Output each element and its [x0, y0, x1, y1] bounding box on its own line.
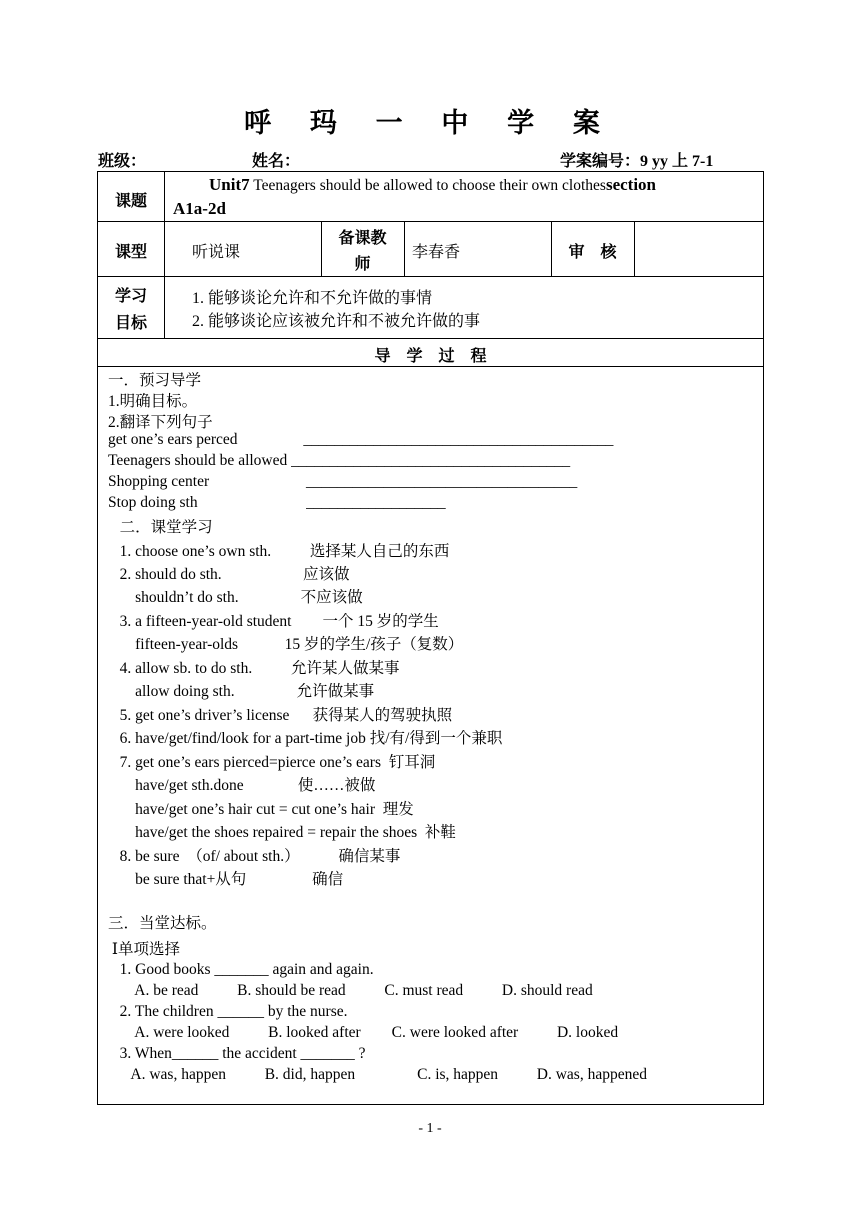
- goal-item: 2. 能够谈论应该被允许和不被允许做的事: [192, 313, 481, 330]
- body-line: 2.翻译下列句子: [108, 414, 213, 431]
- section-heading: 三．当堂达标。: [108, 915, 217, 932]
- body-line: get one’s ears perced ________________________________________: [108, 431, 614, 448]
- section-heading: 一．预习导学: [108, 372, 202, 389]
- section-heading: 二．课堂学习: [108, 519, 213, 536]
- class-label: 班级：: [98, 153, 147, 170]
- row-divider: [98, 366, 763, 367]
- row-divider: [98, 221, 763, 222]
- name-label: 姓名：: [252, 153, 301, 170]
- body-line: 3. a fifteen-year-old student 一个 15 岁的学生: [108, 613, 439, 630]
- type-value: 听说课: [192, 244, 241, 261]
- question: 2. The children ______ by the nurse.: [108, 1003, 348, 1020]
- topic-line1: [209, 175, 759, 195]
- teacher-label-1: 备课教: [338, 230, 387, 247]
- teacher-value: 李春香: [412, 244, 461, 261]
- topic-label: 课题: [114, 193, 147, 210]
- body-line: 1. choose one’s own sth. 选择某人自己的东西: [108, 543, 450, 560]
- body-line: Ⅰ单项选择: [108, 941, 180, 958]
- topic-text: Teenagers should be allowed to choose their own clothes: [249, 177, 606, 194]
- body-line: 8. be sure （of/ about sth.） 确信某事: [108, 848, 401, 865]
- goal-label-1: 学习: [114, 288, 147, 305]
- answer-options: A. was, happen B. did, happen C. is, happen D. was, happened: [108, 1066, 647, 1083]
- row-divider: [98, 276, 763, 277]
- col-divider: [164, 172, 165, 338]
- body-line: Teenagers should be allowed ____________________________________: [108, 452, 571, 469]
- body-line: fifteen-year-olds 15 岁的学生/孩子（复数）: [108, 636, 464, 653]
- topic-section: section: [605, 175, 656, 194]
- type-label: 课型: [114, 244, 147, 261]
- body-line: 4. allow sb. to do sth. 允许某人做某事: [108, 660, 400, 677]
- body-line: 1.明确目标。: [108, 393, 198, 410]
- page-title: 呼 玛 一 中 学 案: [244, 108, 616, 138]
- body-line: have/get one’s hair cut = cut one’s hair 理发: [108, 801, 414, 818]
- body-line: 5. get one’s driver’s license 获得某人的驾驶执照: [108, 707, 453, 724]
- answer-options: A. were looked B. looked after C. were looked after D. looked: [108, 1024, 619, 1041]
- row-divider: [98, 338, 763, 339]
- topic-line2: A1a-2d: [173, 199, 226, 218]
- col-divider: [634, 221, 635, 276]
- body-line: allow doing sth. 允许做某事: [108, 683, 375, 700]
- question: 1. Good books _______ again and again.: [108, 961, 374, 978]
- body-line: 6. have/get/find/look for a part-time job 找/有/得到一个兼职: [108, 730, 503, 747]
- goal-item: 1. 能够谈论允许和不允许做的事情: [192, 290, 433, 307]
- topic-unit: Unit7: [209, 175, 250, 194]
- body-line: 7. get one’s ears pierced=pierce one’s ears 钉耳洞: [108, 754, 436, 771]
- code-label: 学案编号：9 yy 上 7-1: [560, 153, 714, 170]
- goal-label-2: 目标: [114, 315, 147, 332]
- question: 3. When______ the accident _______ ?: [108, 1045, 366, 1062]
- lesson-table: [97, 171, 764, 1105]
- body-line: Stop doing sth __________________: [108, 494, 446, 511]
- process-header: 导 学 过 程: [374, 348, 487, 365]
- page-number: - 1 -: [418, 1121, 442, 1136]
- teacher-label-2: 师: [354, 256, 371, 273]
- body-line: have/get the shoes repaired = repair the shoes 补鞋: [108, 824, 456, 841]
- body-line: Shopping center ___________________________________: [108, 473, 578, 490]
- body-line: have/get sth.done 使……被做: [108, 777, 376, 794]
- review-label: 审 核: [568, 244, 617, 261]
- col-divider: [404, 221, 405, 276]
- answer-options: A. be read B. should be read C. must read D. should read: [108, 982, 593, 999]
- body-line: 2. should do sth. 应该做: [108, 566, 350, 583]
- body-line: shouldn’t do sth. 不应该做: [108, 589, 363, 606]
- body-line: be sure that+从句 确信: [108, 871, 344, 888]
